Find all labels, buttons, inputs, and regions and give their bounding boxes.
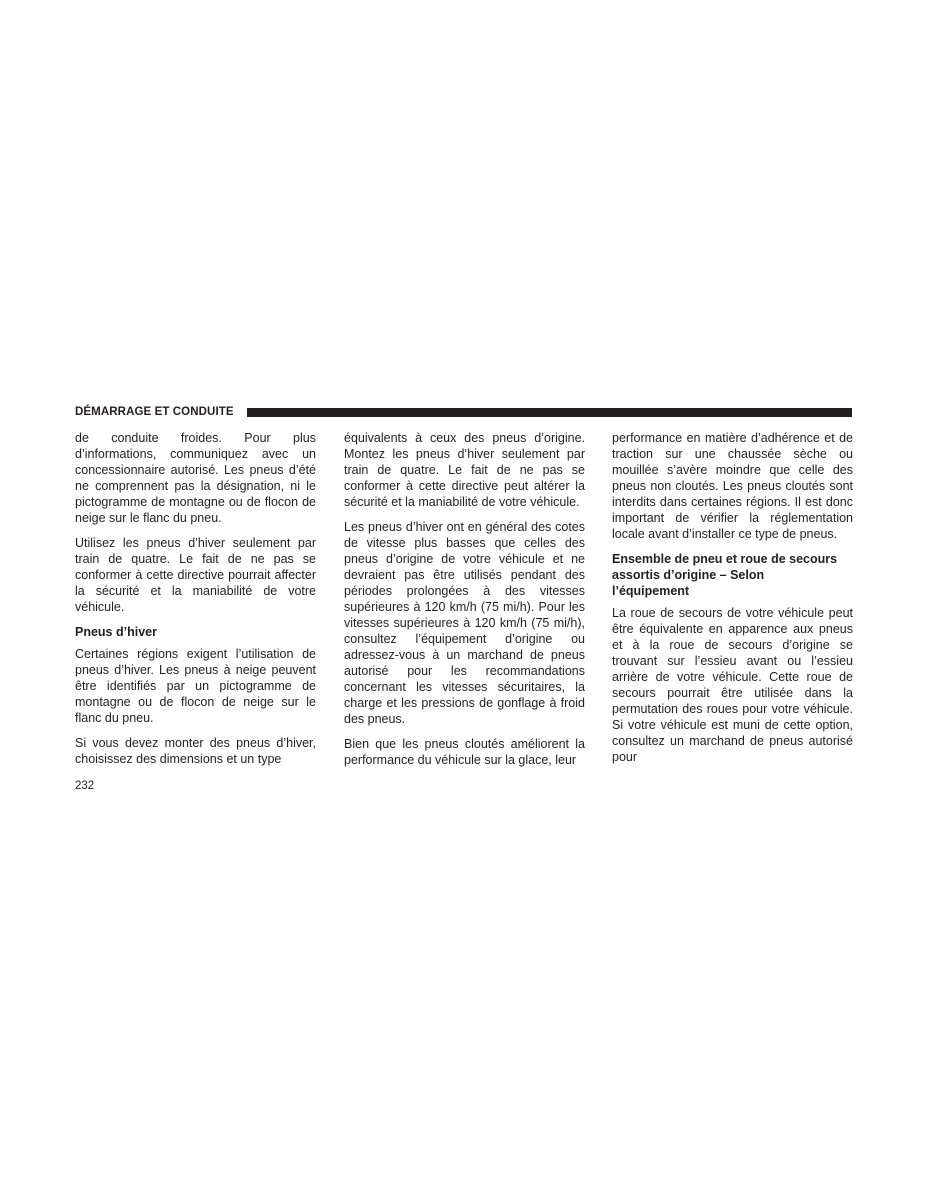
subheading-line: assortis d’origine – Selon [612,568,765,582]
paragraph: Certaines régions exigent l’utilisation de pneus d’hiver. Les pneus à neige peuvent être identifiés par un pictogramme de montagne ou de flocon de neige sur le flanc du pneu. [75,647,316,725]
paragraph: Utilisez les pneus d’hiver seulement par train de quatre. Le fait de ne pas se conformer à cette directive pourrait affecter la sécurité et la maniabilité de votre véhicule. [75,536,316,614]
section-header [75,405,852,419]
subheading-line: Ensemble de pneu et roue de secours [612,552,838,566]
subheading-winter-tires: Pneus d’hiver [75,625,157,639]
paragraph: performance en matière d’adhérence et de traction sur une chaussée sèche ou mouillée s’avère moindre que celle des pneus non cloutés. Les pneus cloutés sont interdits dans certaines régions. Il est donc important de vérifier la réglementation locale avant d’installer ce type de pneus. [612,431,853,541]
text-column-1 [75,430,316,776]
paragraph: Les pneus d’hiver ont en général des cotes de vitesse plus basses que celles des pneus d’origine de votre véhicule et ne devraient pas être utilisés pendant des périodes prolongées à des vitesses supérieures à 120 km/h (75 mi/h). Pour les vitesses supérieures à 120 km/h (75 mi/h), consultez l’équipement d’origine ou adressez-vous à un marchand de pneus autorisé pour les recommandations concernant les vitesses sécuritaires, la charge et les pressions de gonflage à froid des pneus. [344,520,585,726]
paragraph: équivalents à ceux des pneus d’origine. Montez les pneus d’hiver seulement par train de quatre. Le fait de ne pas se conformer à cette directive peut altérer la sécurité et la maniabilité de votre véhicule. [344,431,585,509]
paragraph: de conduite froides. Pour plus d’informations, communiquez avec un concessionnaire autorisé. Les pneus d’été ne comprennent pas la désignation, ni le pictogramme de montagne ou de flocon de neige sur le flanc du pneu. [75,431,316,525]
paragraph: La roue de secours de votre véhicule peut être équivalente en apparence aux pneus et à la roue de secours d’origine se trouvant sur l’essieu avant ou l’essieu arrière de votre véhicule. Cette roue de secours pourrait être utilisée dans la permutation des roues pour votre véhicule. Si votre véhicule est muni de cette option, consultez un marchand de pneus autorisé pour [612,606,853,764]
section-title: DÉMARRAGE ET CONDUITE [75,405,240,419]
paragraph: Bien que les pneus cloutés améliorent la performance du véhicule sur la glace, leur [344,737,585,767]
subheading-spare-tire [612,551,853,599]
subheading-line: l’équipement [612,584,690,598]
header-rule [247,408,852,417]
paragraph: Si vous devez monter des pneus d’hiver, choisissez des dimensions et un type [75,736,316,766]
page-number: 232 [75,780,95,792]
text-column-3 [612,430,853,774]
text-column-2 [344,430,585,777]
